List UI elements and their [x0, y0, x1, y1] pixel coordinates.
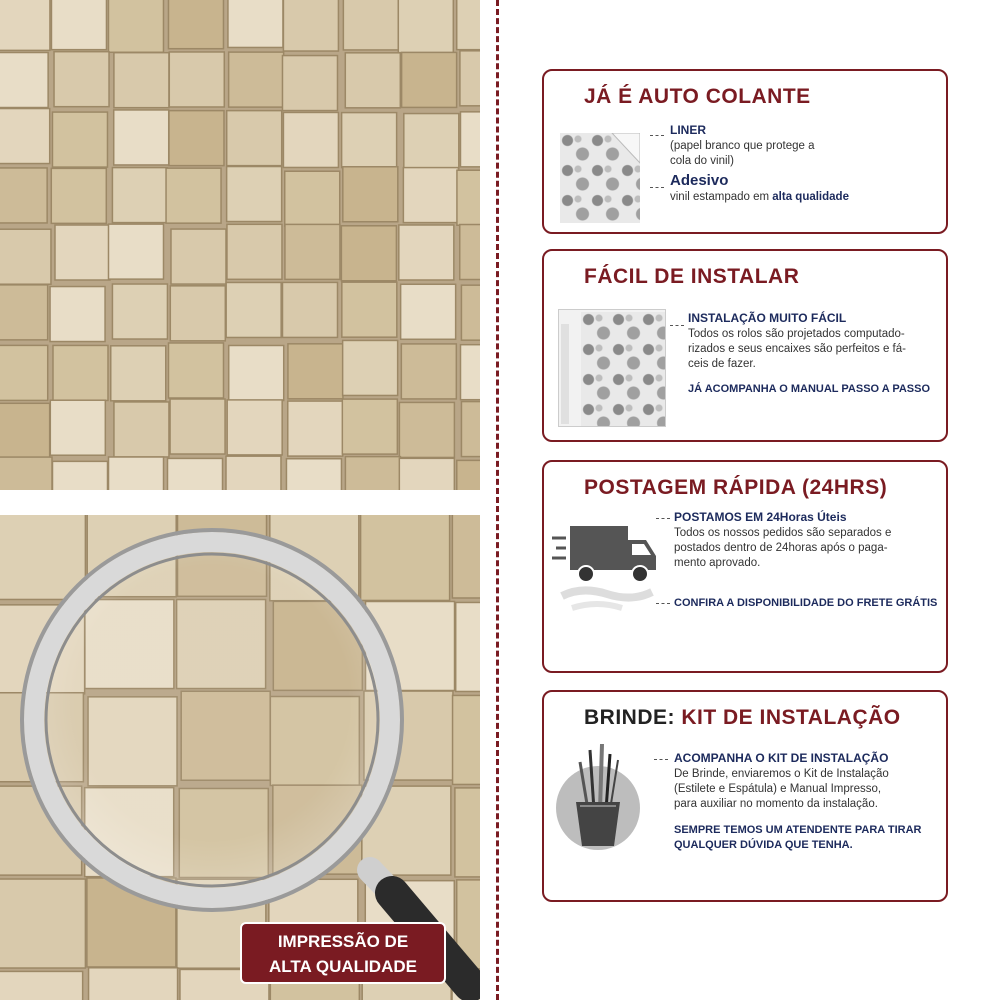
badge-line-2: ALTA QUALIDADE: [269, 957, 417, 976]
stone-tile: [50, 287, 105, 342]
stone-tile: [288, 401, 343, 456]
stone-tile: [461, 345, 480, 400]
stone-tile: [114, 53, 169, 108]
stone-tile: [345, 53, 400, 108]
brinde-title-red: KIT DE INSTALAÇÃO: [681, 706, 901, 729]
brinde-note: [674, 823, 922, 853]
stone-tile: [285, 224, 340, 279]
stone-tile: [342, 399, 397, 454]
stone-tile: [343, 340, 398, 395]
brinde-title-dark: BRINDE:: [584, 706, 675, 729]
adesivo-desc: vinil estampado em: [670, 191, 770, 203]
adesivo-label: Adesivo: [670, 172, 729, 189]
facil-line-1: Todos os rolos são projetados computado-: [688, 328, 905, 340]
card-auto-colante: [542, 69, 948, 234]
stone-tile: [403, 168, 458, 223]
stone-tile: [169, 52, 224, 107]
brinde-info: [674, 751, 889, 812]
stone-tile: [170, 286, 225, 341]
brinde-note-2: QUALQUER DÚVIDA QUE TENHA.: [674, 839, 853, 851]
stone-tile: [460, 225, 480, 280]
stone-tile: [51, 0, 106, 50]
brinde-note-1: SEMPRE TEMOS UM ATENDENTE PARA TIRAR: [674, 824, 922, 836]
stone-tile: [285, 171, 340, 226]
vinyl-pattern-icon: [560, 133, 640, 223]
stone-tile: [111, 346, 166, 401]
stone-tile: [50, 400, 105, 455]
stone-tile: [226, 282, 281, 337]
stone-tile: [345, 457, 400, 490]
postagem-line-2: postados dentro de 24horas após o paga-: [674, 542, 888, 554]
quality-badge: [240, 922, 446, 984]
dashed-divider: [496, 0, 499, 1000]
stone-tile: [114, 110, 169, 165]
tool-kit-icon: [550, 740, 650, 860]
postagem-heading: POSTAMOS EM 24Horas Úteis: [674, 510, 847, 524]
stone-tile: [228, 0, 283, 47]
facil-line-3: ceis de fazer.: [688, 358, 756, 370]
adesivo-info: [670, 173, 849, 205]
stone-tile: [166, 168, 221, 223]
stone-tile: [0, 345, 48, 400]
stone-tile: [0, 285, 48, 340]
stone-tile: [0, 0, 50, 50]
stone-tile: [168, 458, 223, 490]
stone-tile: [343, 0, 398, 50]
liner-desc-1: (papel branco que protege a: [670, 140, 815, 152]
stone-tile: [398, 0, 453, 53]
stone-tile: [168, 343, 223, 398]
stone-tile: [401, 344, 456, 399]
stone-tile: [114, 402, 169, 457]
facil-line-2: rizados e seus encaixes são perfeitos e fá-: [688, 343, 906, 355]
stone-tile: [286, 459, 341, 490]
stone-tile: [461, 402, 480, 457]
stone-tile: [399, 458, 454, 490]
brinde-line-3: para auxiliar no momento da instalação.: [674, 798, 878, 810]
stone-tile: [229, 345, 284, 400]
stone-tile: [229, 52, 284, 107]
stone-tile: [227, 167, 282, 222]
stone-tile: [0, 229, 51, 284]
postagem-line-3: mento aprovado.: [674, 557, 761, 569]
stone-tile: [457, 170, 480, 225]
card-title: POSTAGEM RÁPIDA (24HRS): [584, 476, 888, 499]
liner-desc-2: cola do vinil): [670, 155, 734, 167]
stone-tile: [168, 0, 223, 49]
stone-tile: [169, 111, 224, 166]
postagem-info: [674, 510, 891, 571]
stone-tile: [288, 344, 343, 399]
stone-tile: [0, 109, 50, 164]
brinde-line-1: De Brinde, enviaremos o Kit de Instalação: [674, 768, 889, 780]
stone-tile: [460, 112, 480, 167]
stone-tile: [227, 400, 282, 455]
stone-tile: [282, 56, 337, 111]
stone-tile: [108, 0, 163, 52]
facil-note: JÁ ACOMPANHA O MANUAL PASSO A PASSO: [688, 383, 931, 395]
stone-tile: [457, 0, 480, 50]
liner-info: [670, 123, 815, 169]
stone-tile: [399, 225, 454, 280]
stone-tile: [109, 457, 164, 490]
card-title: FÁCIL DE INSTALAR: [584, 265, 800, 288]
stone-tile: [461, 285, 480, 340]
stone-tile: [171, 229, 226, 284]
stone-tile: [108, 224, 163, 279]
stone-texture-image: [0, 0, 480, 490]
stone-tile: [402, 52, 457, 107]
stone-tile: [460, 51, 480, 106]
facil-info: [688, 311, 906, 372]
brinde-heading: ACOMPANHA O KIT DE INSTALAÇÃO: [674, 751, 889, 765]
stone-tile: [51, 168, 106, 223]
stone-tile: [112, 284, 167, 339]
stone-tile: [457, 460, 480, 490]
stone-tile: [0, 168, 47, 223]
stone-tiles-top: [0, 0, 480, 490]
card-title: JÁ É AUTO COLANTE: [584, 85, 811, 108]
stone-tile: [112, 168, 167, 223]
adesivo-highlight: alta qualidade: [772, 191, 849, 203]
stone-tile: [53, 461, 108, 490]
stone-tile: [0, 457, 52, 490]
stone-tile: [342, 113, 397, 168]
brinde-line-2: (Estilete e Espátula) e Manual Impresso,: [674, 783, 882, 795]
card-title: [584, 706, 901, 730]
stone-tile: [282, 282, 337, 337]
liner-label: LINER: [670, 123, 706, 137]
stone-tile: [52, 112, 107, 167]
postagem-line-1: Todos os nossos pedidos são separados e: [674, 527, 892, 539]
stone-tile: [227, 111, 282, 166]
delivery-truck-icon: [552, 520, 662, 620]
postagem-note: CONFIRA A DISPONIBILIDADE DO FRETE GRÁTIS: [674, 597, 938, 609]
stone-tile: [0, 53, 48, 108]
card-brinde: [542, 690, 948, 902]
stone-tile: [55, 225, 110, 280]
stone-tile: [401, 284, 456, 339]
badge-line-1: IMPRESSÃO DE: [277, 932, 409, 951]
stone-tile: [341, 226, 396, 281]
stone-tile: [170, 399, 225, 454]
stone-tile: [227, 224, 282, 279]
wall-install-icon: [558, 309, 666, 427]
stone-tile: [53, 345, 108, 400]
card-facil-instalar: [542, 249, 948, 442]
stone-tile: [343, 167, 398, 222]
stone-tile: [399, 402, 454, 457]
card-postagem: [542, 460, 948, 673]
stone-tile: [0, 403, 50, 458]
stone-tile: [283, 112, 338, 167]
stone-tile: [404, 114, 459, 169]
stone-tile: [342, 282, 397, 337]
stone-tile: [283, 0, 338, 51]
stone-tile: [226, 456, 281, 490]
facil-heading: INSTALAÇÃO MUITO FÁCIL: [688, 311, 847, 325]
stone-tile: [54, 52, 109, 107]
